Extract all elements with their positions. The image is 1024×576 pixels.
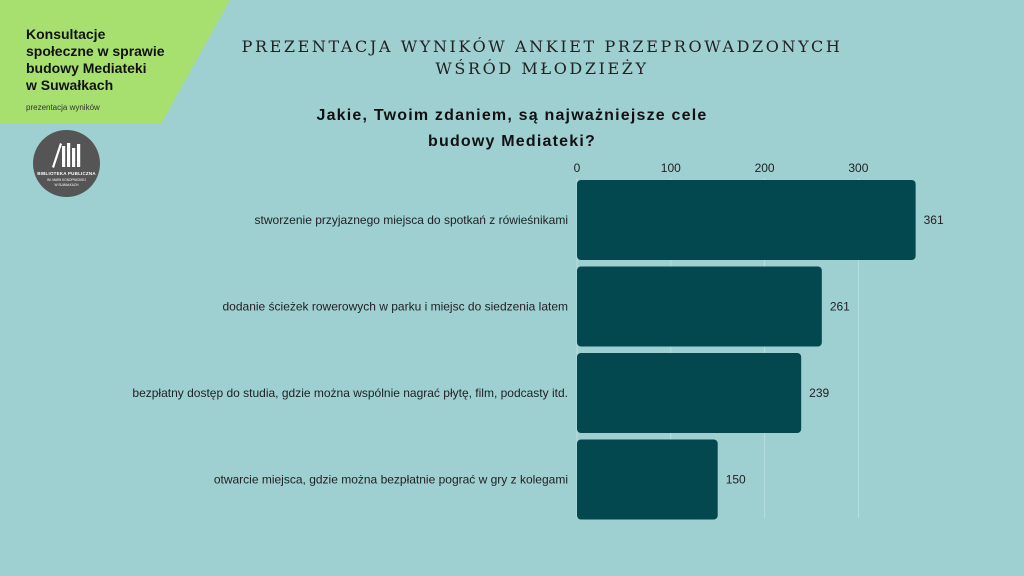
bar [577, 180, 916, 260]
corner-title-line: społeczne w sprawie [26, 43, 165, 59]
chart-question-line: Jakie, Twoim zdaniem, są najważniejsze cele [316, 107, 708, 124]
corner-title-line: budowy Mediateki [26, 60, 147, 76]
category-label: dodanie ścieżek rowerowych w parku i miejsc do siedzenia latem [222, 299, 568, 314]
bar [577, 440, 718, 520]
bar [577, 353, 801, 433]
tick-label: 100 [660, 161, 681, 175]
tick-label: 200 [754, 161, 775, 175]
logo-text-line: W SUWAŁKACH [54, 183, 79, 187]
category-label: otwarcie miejsca, gdzie można bezpłatnie pograć w gry z kolegami [213, 472, 568, 487]
bar [577, 267, 822, 347]
logo-text-line: BIBLIOTEKA PUBLICZNA [37, 171, 96, 176]
tick-label: 300 [848, 161, 869, 175]
page-title-line: PREZENTACJA WYNIKÓW ANKIET PRZEPROWADZONYCH [241, 37, 843, 56]
chart-question-line: budowy Mediateki? [428, 133, 596, 150]
logo-text-line: IM. MARII KONOPNICKIEJ [47, 178, 86, 182]
category-label: bezpłatny dostęp do studia, gdzie można wspólnie nagrać płytę, film, podcasty itd. [132, 386, 568, 400]
data-label: 261 [829, 299, 850, 314]
data-label: 150 [725, 472, 746, 487]
corner-title-line: w Suwałkach [26, 77, 114, 93]
page-title-line: WŚRÓD MŁODZIEŻY [435, 59, 649, 78]
category-label: stworzenie przyjaznego miejsca do spotkań z rówieśnikami [254, 213, 568, 227]
data-label: 361 [923, 213, 944, 227]
data-label: 239 [809, 386, 830, 400]
tick-label: 0 [573, 161, 581, 175]
corner-title-line: Konsultacje [26, 26, 106, 42]
corner-subtitle: prezentacja wyników [26, 103, 100, 112]
